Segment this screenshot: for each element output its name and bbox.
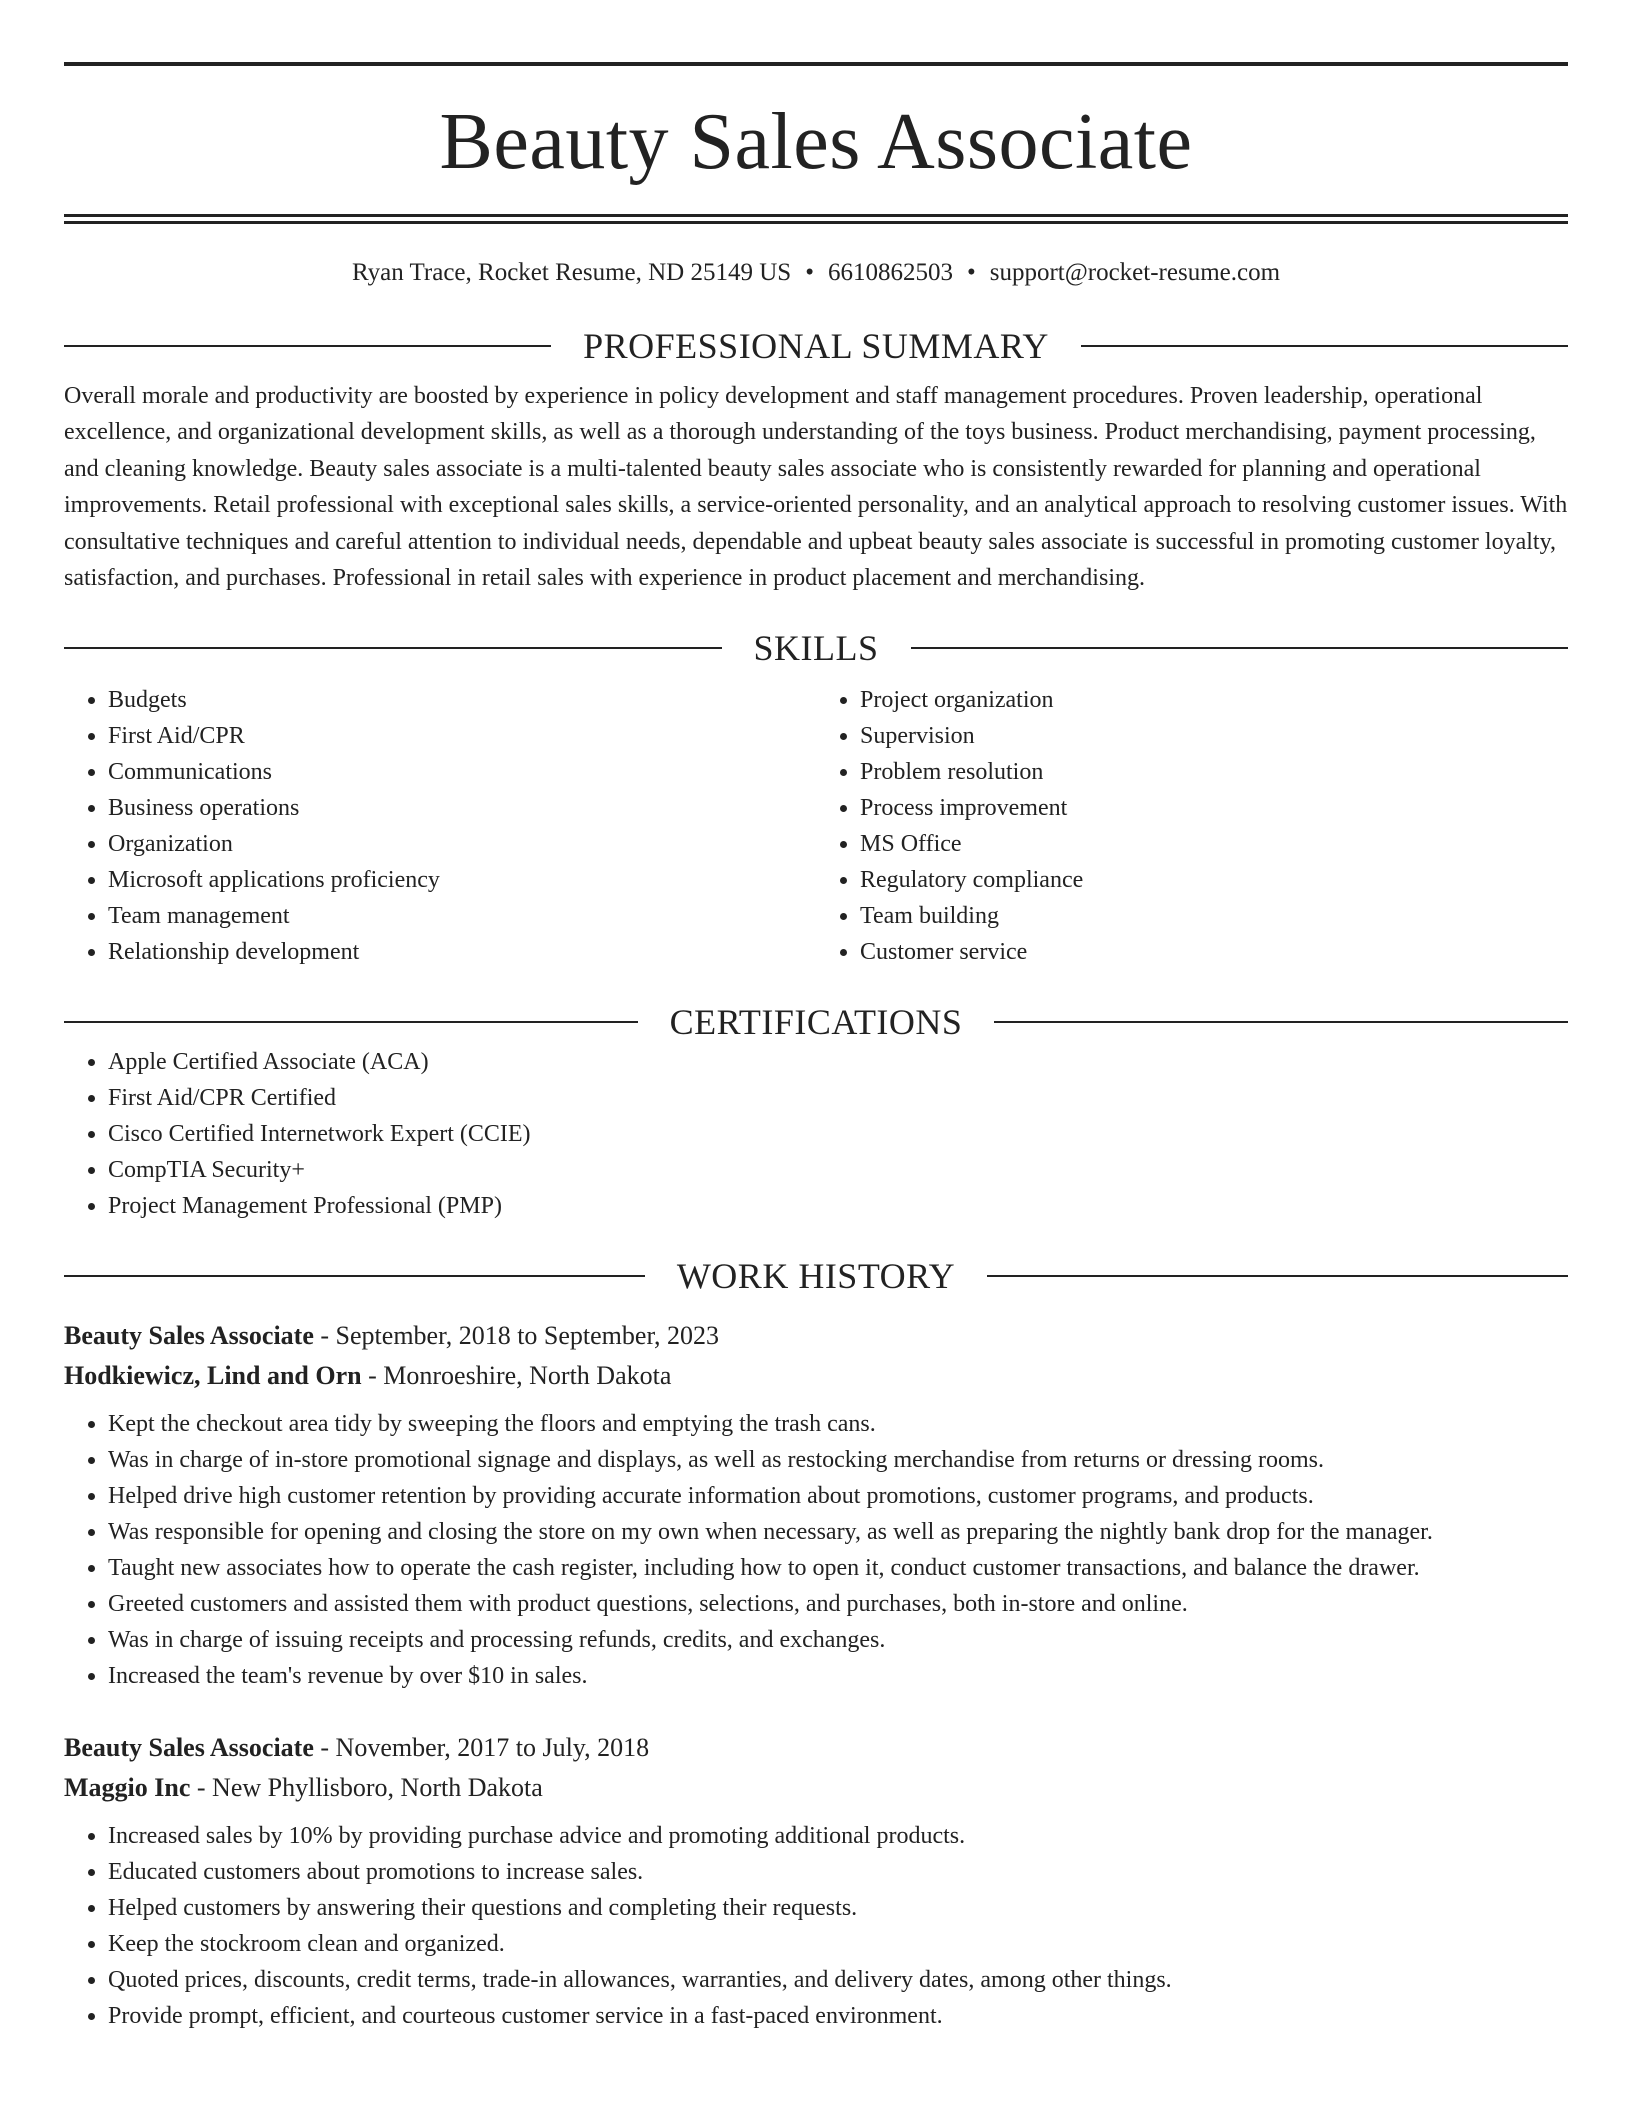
heading-rule-right — [911, 647, 1569, 649]
job-role: Beauty Sales Associate — [64, 1321, 314, 1351]
skills-list-left — [64, 682, 816, 970]
job-entry — [64, 1728, 1568, 2034]
skills-section-heading — [64, 626, 1568, 670]
certification-item: • Project Management Professional (PMP) — [108, 1188, 1568, 1224]
job-duties-list — [64, 1406, 1568, 1694]
job-duty-item: • Taught new associates how to operate the cash register, including how to open it, conduct customer transactions, and balance the drawer. — [108, 1550, 1568, 1586]
job-duty-item: • Increased sales by 10% by providing purchase advice and promoting additional products. — [108, 1818, 1568, 1854]
job-role-line — [64, 1728, 1568, 1768]
skill-item: • Problem resolution — [860, 754, 1568, 790]
work-history-section-heading — [64, 1254, 1568, 1298]
certification-item: • CompTIA Security+ — [108, 1152, 1568, 1188]
job-duty-item: • Helped drive high customer retention by providing accurate information about promotions, customer programs, and products. — [108, 1478, 1568, 1514]
job-dates: - November, 2017 to July, 2018 — [313, 1733, 650, 1763]
heading-rule-left — [64, 1275, 645, 1277]
skill-item: • MS Office — [860, 826, 1568, 862]
contact-separator: • — [966, 259, 976, 286]
job-role: Beauty Sales Associate — [64, 1733, 314, 1763]
summary-heading-title: PROFESSIONAL SUMMARY — [583, 326, 1049, 366]
work-history-heading-title: WORK HISTORY — [676, 1256, 956, 1297]
contact-line — [64, 258, 1568, 288]
job-duty-item: • Was responsible for opening and closing the store on my own when necessary, as well as preparing the nightly bank drop for the manager. — [108, 1514, 1568, 1550]
heading-rule-left — [64, 1021, 638, 1023]
job-duty-item: • Greeted customers and assisted them with product questions, selections, and purchases, both in-store and online. — [108, 1586, 1568, 1622]
skill-item: • Budgets — [108, 682, 816, 718]
job-duty-item: • Provide prompt, efficient, and courteous customer service in a fast-paced environment. — [108, 1998, 1568, 2034]
skill-item: • Organization — [108, 826, 816, 862]
certification-item: • Apple Certified Associate (ACA) — [108, 1044, 1568, 1080]
job-role-line — [64, 1316, 1568, 1356]
skill-item: • First Aid/CPR — [108, 718, 816, 754]
heading-rule-right — [987, 1275, 1568, 1277]
job-duty-item: • Keep the stockroom clean and organized. — [108, 1926, 1568, 1962]
contact-separator: • — [805, 259, 814, 286]
skill-item: • Business operations — [108, 790, 816, 826]
job-company-line — [64, 1768, 1568, 1808]
skills-list-right — [816, 682, 1568, 970]
heading-rule-right — [994, 1021, 1568, 1023]
skill-item: • Team building — [860, 898, 1568, 934]
certification-item: • Cisco Certified Internetwork Expert (CCIE) — [108, 1116, 1568, 1152]
resume-title: Beauty Sales Associate — [439, 98, 1193, 186]
certification-item: • First Aid/CPR Certified — [108, 1080, 1568, 1116]
job-duty-item: • Was in charge of in-store promotional signage and displays, as well as restocking merchandise from returns or dressing rooms. — [108, 1442, 1568, 1478]
job-company: Maggio Inc — [64, 1773, 191, 1803]
skills-heading-title: SKILLS — [753, 628, 879, 669]
job-location: - New Phyllisboro, North Dakota — [190, 1773, 543, 1803]
job-duty-item: • Increased the team's revenue by over $10 in sales. — [108, 1658, 1568, 1694]
skill-item: • Process improvement — [860, 790, 1568, 826]
job-duty-item: • Educated customers about promotions to increase sales. — [108, 1854, 1568, 1890]
job-duty-item: • Was in charge of issuing receipts and processing refunds, credits, and exchanges. — [108, 1622, 1568, 1658]
top-rule — [64, 62, 1568, 66]
summary-section-heading — [64, 324, 1568, 368]
skill-item: • Customer service — [860, 934, 1568, 970]
title-double-rule — [64, 214, 1568, 224]
summary-text: Overall morale and productivity are boosted by experience in policy development and staff management procedures. Proven leadership, operational excellence, and organizational development skills, as well as a thorough understanding of the toys business. Product merchandising, payment processing, and cleaning knowledge. Beauty sales associate is a multi-talented beauty sales associate who is consistently rewarded for planning and operational improvements. Retail professional with exceptional sales skills, a service-oriented personality, and an analytical approach to resolving customer issues. With consultative techniques and careful attention to individual needs, dependable and upbeat beauty sales associate is successful in promoting customer loyalty, satisfaction, and purchases. Professional in retail sales with experience in product placement and merchandising. — [64, 383, 1568, 592]
job-company: Hodkiewicz, Lind and Orn — [64, 1361, 362, 1391]
skill-item: • Project organization — [860, 682, 1568, 718]
job-duty-item: • Quoted prices, discounts, credit terms, trade-in allowances, warranties, and delivery dates, among other things. — [108, 1962, 1568, 1998]
job-duties-list — [64, 1818, 1568, 2034]
skills-grid — [64, 682, 1568, 970]
job-location: - Monroeshire, North Dakota — [361, 1361, 672, 1391]
job-entry — [64, 1316, 1568, 1694]
job-company-line — [64, 1356, 1568, 1396]
skill-item: • Regulatory compliance — [860, 862, 1568, 898]
certifications-section-heading — [64, 1000, 1568, 1044]
heading-rule-left — [64, 647, 722, 649]
skill-item: • Communications — [108, 754, 816, 790]
job-duty-item: • Helped customers by answering their questions and completing their requests. — [108, 1890, 1568, 1926]
contact-phone: 6610862503 — [827, 259, 953, 286]
job-dates: - September, 2018 to September, 2023 — [313, 1321, 720, 1351]
skill-item: • Microsoft applications proficiency — [108, 862, 816, 898]
certifications-list — [64, 1044, 1568, 1224]
skill-item: • Team management — [108, 898, 816, 934]
heading-rule-right — [1081, 345, 1568, 347]
skill-item: • Supervision — [860, 718, 1568, 754]
job-duty-item: • Kept the checkout area tidy by sweeping the floors and emptying the trash cans. — [108, 1406, 1568, 1442]
skill-item: • Relationship development — [108, 934, 816, 970]
heading-rule-left — [64, 345, 551, 347]
contact-address: Ryan Trace, Rocket Resume, ND 25149 US — [351, 259, 792, 286]
certifications-heading-title: CERTIFICATIONS — [669, 1002, 963, 1043]
contact-email: support@rocket-resume.com — [989, 259, 1281, 286]
